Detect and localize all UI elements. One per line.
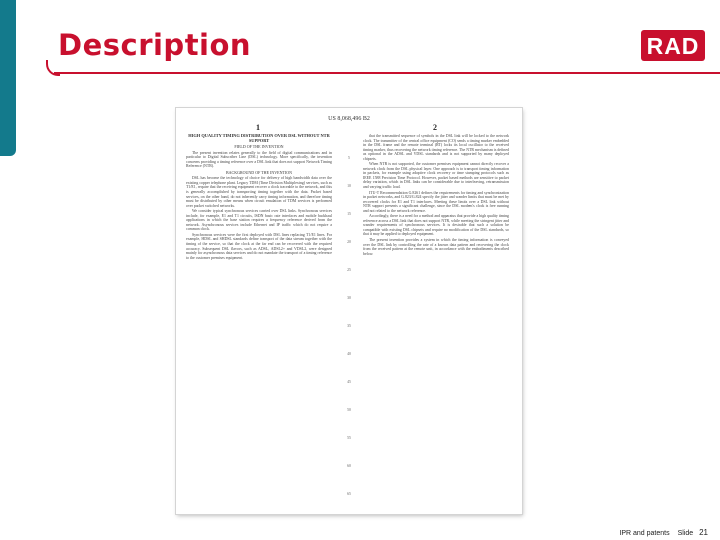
line-number: 40 (347, 352, 351, 356)
column-number-left: 1 (256, 123, 260, 132)
line-number-gutter (339, 134, 359, 506)
line-number: 30 (347, 296, 351, 300)
patent-paragraph: ITU-T Recommendation G.8261 defines the requirements for timing and synchronization in packet networks, and G.823/G.824 specify the jitter and wander limits that must be met by recovered clocks for E1 and T1 interfaces. Meeting these limits over a DSL link without NTR support presents a significant challenge, since the DSL modem's clock is free running and not related to the network reference. (363, 190, 509, 213)
patent-paragraph: We consider typical synchronous services carried over DSL links. Synchronous services include, for example, E1 and T1 circuits, ISDN basic rate interfaces and mobile backhaul applications in which the base station requires a frequency reference derived from the network. Asynchronous services include Ethernet and IP traffic which do not require a common clock. (186, 209, 332, 232)
patent-paragraph: The present invention relates generally to the field of digital communications and in particular to Digital Subscriber Line (DSL) technology. More specifically, the invention concerns providing a timing reference over a DSL link that does not support Network Timing Reference (NTR). (186, 150, 332, 169)
line-number: 45 (347, 380, 351, 384)
line-number: 55 (347, 436, 351, 440)
patent-paragraph: When NTR is not supported, the customer premises equipment cannot directly recover a network clock from the DSL physical layer. One approach is to transport timing information in packets, for example using adaptive clock recovery or time stamping protocols such as IEEE 1588 Precision Time Protocol. However, packet based methods are sensitive to packet delay variation, which in DSL links can be considerable due to interleaving, retransmission and varying traffic load. (363, 162, 509, 190)
line-number: 35 (347, 324, 351, 328)
line-number: 5 (348, 156, 350, 160)
patent-column-left (186, 134, 332, 506)
slide-label: Slide (677, 530, 694, 537)
footer-caption: IPR and patents (619, 530, 670, 537)
line-number: 65 (347, 492, 351, 496)
patent-paragraph: that the transmitted sequence of symbols in the DSL link will be locked to the network clock. The transmitter of the central office equipment (CO) sends a timing marker embedded in the DSL frame and the remote terminal (RT) locks its local oscillator to the received timing marker, thus recovering the network timing reference. The NTR mechanism is defined as optional in the ADSL and VDSL standards and is not supported by many deployed chipsets. (363, 134, 509, 161)
section-heading-background: BACKGROUND OF THE INVENTION (225, 169, 293, 175)
patent-paragraph: Synchronous services were the first deployed with DSL lines replacing T1/E1 lines. For example, HDSL and SHDSL standards define transport of the data stream together with the timing of the service, so that the clock at the far end can be recovered with the required accuracy. Subsequent DSL flavors, such as ADSL, ADSL2+ and VDSL2, were designed mainly for asynchronous data services and do not mandate the transport of a timing reference to the customer premises equipment. (186, 232, 332, 260)
slide-footer (619, 528, 708, 537)
line-number: 15 (347, 212, 351, 216)
patent-column-right (363, 134, 509, 506)
line-number: 60 (347, 464, 351, 468)
title-underline (54, 72, 720, 74)
page-title: Description (58, 28, 252, 62)
patent-number: US 8,068,496 B2 (328, 116, 370, 122)
line-number: 20 (347, 240, 351, 244)
line-number: 50 (347, 408, 351, 412)
slide-number: 21 (699, 528, 708, 537)
logo-text: RAD (646, 33, 700, 59)
side-accent-bar (0, 0, 16, 156)
section-heading-field: FIELD OF THE INVENTION (234, 144, 284, 150)
patent-paragraph: Accordingly, there is a need for a method and apparatus that provide a high quality timing reference across a DSL link that does not support NTR, while meeting the stringent jitter and wander requirements of synchronous services. It is desirable that such a solution be compatible with existing DSL chipsets and require no modification of the DSL standards, so that it may be applied to deployed equipment. (363, 214, 509, 237)
rad-logo (641, 30, 705, 61)
line-number: 25 (347, 268, 351, 272)
column-number-right: 2 (433, 123, 437, 132)
patent-paragraph: DSL has become the technology of choice for delivery of high bandwidth data over the existing copper telephone plant. Legacy TDM (Time Division Multiplexing) services, such as T1/E1, require that the receiving equipment recover a clock traceable to the network, and this is generally accomplished by transporting timing together with the data. Packet based services, on the other hand, do not inherently carry timing information, and therefore timing must be distributed by other means when circuit emulation of TDM services is performed over packet switched networks. (186, 176, 332, 208)
patent-paragraph: The present invention provides a system in which the timing information is conveyed over the DSL link by controlling the rate of a known data pattern and recovering the clock from the received pattern at the remote unit, in accordance with the embodiments described below. (363, 238, 509, 256)
patent-document-image (176, 108, 522, 514)
line-number: 10 (347, 184, 351, 188)
patent-heading: HIGH QUALITY TIMING DISTRIBUTION OVER DSL WITHOUT NTR SUPPORT (188, 134, 330, 143)
